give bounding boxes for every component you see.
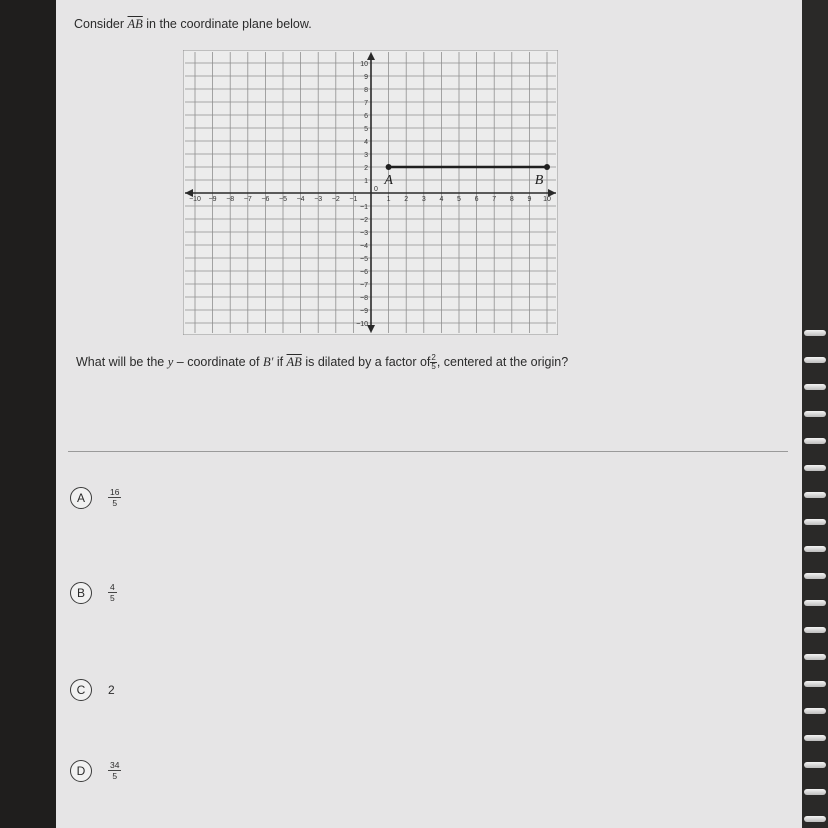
choice-d-denominator: 5 (112, 771, 118, 781)
y-tick-label: −4 (360, 243, 368, 250)
spiral-coil (804, 357, 826, 363)
x-tick-label: −9 (208, 196, 217, 203)
question-prompt (76, 354, 568, 371)
choice-a[interactable] (70, 483, 121, 513)
point-a-label: A (384, 173, 393, 188)
coordinate-plane (183, 50, 558, 335)
spiral-coil (804, 546, 826, 552)
spiral-coil (804, 384, 826, 390)
x-tick-label: 10 (543, 196, 551, 203)
prompt-segment-ab: $\overline{AB}$ (286, 355, 302, 369)
choice-a-numerator: 16 (110, 487, 120, 497)
x-tick-label: −7 (243, 196, 252, 203)
factor-denominator: 5 (431, 362, 436, 372)
y-tick-label: 9 (364, 74, 368, 81)
spiral-coil (804, 654, 826, 660)
x-tick-label: 7 (492, 196, 497, 203)
y-tick-label: −5 (360, 256, 368, 263)
x-tick-label: −3 (314, 196, 323, 203)
y-tick-label: −9 (360, 308, 368, 315)
y-tick-label: 8 (364, 87, 368, 94)
y-tick-label: 4 (364, 139, 368, 146)
y-tick-label: −8 (360, 295, 368, 302)
choice-b[interactable] (70, 578, 117, 608)
intro-prefix: Consider (74, 17, 125, 31)
x-tick-label: −5 (279, 196, 287, 203)
choice-d-numerator: 34 (110, 760, 120, 770)
choice-a-denominator: 5 (112, 498, 118, 508)
prompt-part-2: – coordinate of (176, 355, 260, 369)
y-tick-label: 6 (364, 113, 368, 120)
point-b-label: B (534, 173, 544, 188)
choice-b-value (108, 582, 117, 604)
spiral-coil (804, 627, 826, 633)
spiral-coil (804, 681, 826, 687)
x-tick-label: 6 (474, 196, 479, 203)
x-tick-label: 5 (457, 196, 461, 203)
x-tick-label: −10 (189, 196, 201, 203)
point-a-marker (386, 164, 392, 170)
choice-c-bubble[interactable]: C (70, 679, 92, 701)
y-tick-label: −10 (356, 321, 368, 328)
y-tick-label: 10 (360, 61, 368, 68)
prompt-variable-y: y (167, 355, 174, 369)
choice-a-value (108, 487, 121, 509)
y-tick-label: −1 (360, 204, 368, 211)
spiral-coil (804, 438, 826, 444)
section-divider (68, 451, 788, 452)
intro-suffix: in the coordinate plane below. (146, 17, 312, 31)
spiral-coil (804, 600, 826, 606)
x-tick-label: −2 (331, 196, 340, 203)
factor-numerator: 2 (431, 353, 436, 363)
y-tick-label: −6 (360, 269, 368, 276)
spiral-coil (804, 762, 826, 768)
spiral-coil (804, 735, 826, 741)
y-tick-label: −2 (360, 217, 368, 224)
x-tick-label: 1 (386, 196, 391, 203)
x-tick-label: 8 (509, 196, 514, 203)
prompt-part-1: What will be the (76, 355, 165, 369)
choice-d-bubble[interactable]: D (70, 760, 92, 782)
y-tick-label: 1 (364, 178, 368, 185)
worksheet-page (56, 0, 802, 828)
question-intro (74, 16, 312, 32)
choice-a-bubble[interactable]: A (70, 487, 92, 509)
y-tick-label: −7 (360, 282, 368, 289)
x-tick-label: −6 (261, 196, 270, 203)
choice-a-fraction (108, 487, 121, 508)
x-tick-label: 3 (421, 196, 426, 203)
spiral-coil (804, 465, 826, 471)
spiral-coil (804, 708, 826, 714)
y-tick-label: 2 (364, 165, 368, 172)
spiral-coil (804, 573, 826, 579)
choice-b-denominator: 5 (110, 593, 115, 603)
y-tick-label: −3 (360, 230, 368, 237)
spiral-coil (804, 789, 826, 795)
spiral-coil (804, 492, 826, 498)
choice-d-fraction (108, 760, 121, 781)
prompt-part-3: if (276, 355, 284, 369)
prompt-part-4: is dilated by a factor of (305, 355, 431, 369)
segment-ab-label: $\overline{AB}$ (127, 17, 143, 31)
origin-label: 0 (374, 186, 378, 193)
x-tick-label: 2 (404, 196, 409, 203)
x-tick-label: −4 (296, 196, 305, 203)
x-tick-label: −1 (349, 196, 358, 203)
choice-b-bubble[interactable]: B (70, 582, 92, 604)
spiral-coil (804, 411, 826, 417)
choice-c-value: 2 (108, 683, 115, 697)
choice-b-fraction (108, 582, 117, 603)
x-tick-label: 9 (527, 196, 532, 203)
y-tick-label: 3 (364, 152, 368, 159)
spiral-coil (804, 330, 826, 336)
y-tick-label: 7 (364, 100, 368, 107)
choice-d[interactable] (70, 756, 121, 786)
y-tick-label: 5 (364, 126, 368, 133)
choice-d-value (108, 760, 121, 782)
spiral-coil (804, 519, 826, 525)
choice-b-numerator: 4 (110, 582, 115, 592)
prompt-b-prime: B′ (262, 355, 274, 369)
prompt-part-5: , centered at the origin? (436, 355, 569, 369)
choice-c[interactable] (70, 675, 115, 705)
x-tick-label: −8 (226, 196, 235, 203)
notebook-spiral-binding (802, 0, 828, 828)
point-b-marker (544, 164, 550, 170)
spiral-coil (804, 816, 826, 822)
x-tick-label: 4 (439, 196, 444, 203)
